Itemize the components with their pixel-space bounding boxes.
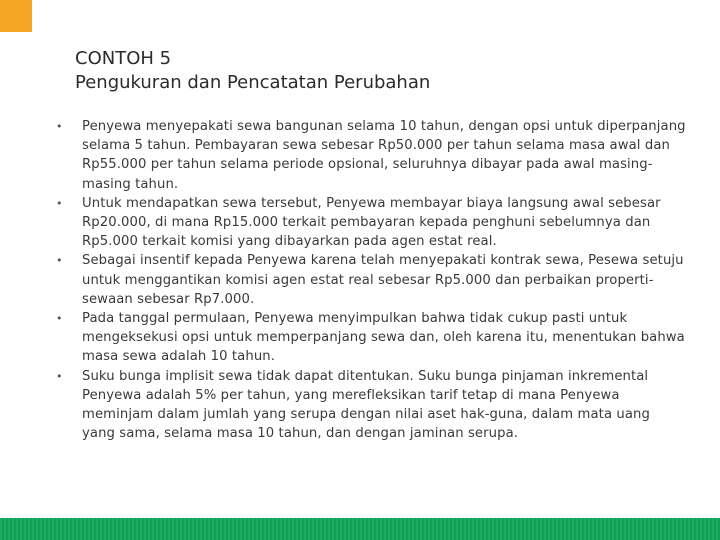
bullet-text: Suku bunga implisit sewa tidak dapat ditentukan. Suku bunga pinjaman inkremental Penyewa adalah 5% per tahun, yang merefleksikan tarif tetap di mana Penyewa meminjam dalam jumlah yang serupa dengan nilai aset hak-guna, dalam mata uang yang sama, selama masa 10 tahun, dan dengan jaminan serupa. [82, 368, 650, 442]
bullet-icon: • [56, 120, 63, 133]
corner-accent-square [0, 0, 32, 32]
bullet-item-initial-costs [56, 194, 686, 252]
slide-title [75, 47, 675, 95]
bullet-text: Untuk mendapatkan sewa tersebut, Penyewa membayar biaya langsung awal sebesar Rp20.000, di mana Rp15.000 terkait pembayaran kepada penghuni sebelumnya dan Rp5.000 terkait komisi yang dibayarkan pada agen estat real. [82, 195, 661, 250]
bullet-text: Penyewa menyepakati sewa bangunan selama 10 tahun, dengan opsi untuk diperpanjang selama 5 tahun. Pembayaran sewa sebesar Rp50.000 per tahun selama masa awal dan Rp55.000 per tahun selama periode opsional, seluruhnya dibayar pada awal masing-masing tahun. [82, 119, 686, 192]
bullet-item-lease-terms [56, 117, 686, 194]
bullet-text: Sebagai insentif kepada Penyewa karena telah menyepakati kontrak sewa, Pesewa setuju untuk menggantikan komisi agen estat real sebesar Rp5.000 dan perbaikan properti-sewaan sebesar Rp7.000. [82, 253, 684, 307]
bullet-icon: • [56, 254, 63, 268]
bullet-icon: • [56, 196, 63, 210]
bullet-list [56, 117, 686, 443]
bullet-item-lease-term-decision [56, 309, 686, 367]
title-heading: Pengukuran dan Pencatatan Perubahan [75, 72, 431, 93]
bullet-icon: • [56, 312, 63, 326]
footer-bar-texture [0, 518, 720, 540]
bullet-item-interest-rate [56, 367, 686, 444]
bullet-icon: • [56, 369, 63, 383]
title-example-number: CONTOH 5 [75, 48, 172, 69]
bullet-text: Pada tanggal permulaan, Penyewa menyimpulkan bahwa tidak cukup pasti untuk mengeksekusi opsi untuk memperpanjang sewa dan, oleh karena itu, menentukan bahwa masa sewa adalah 10 tahun. [82, 311, 685, 365]
bullet-item-incentive [56, 251, 686, 309]
footer-bar [0, 518, 720, 540]
